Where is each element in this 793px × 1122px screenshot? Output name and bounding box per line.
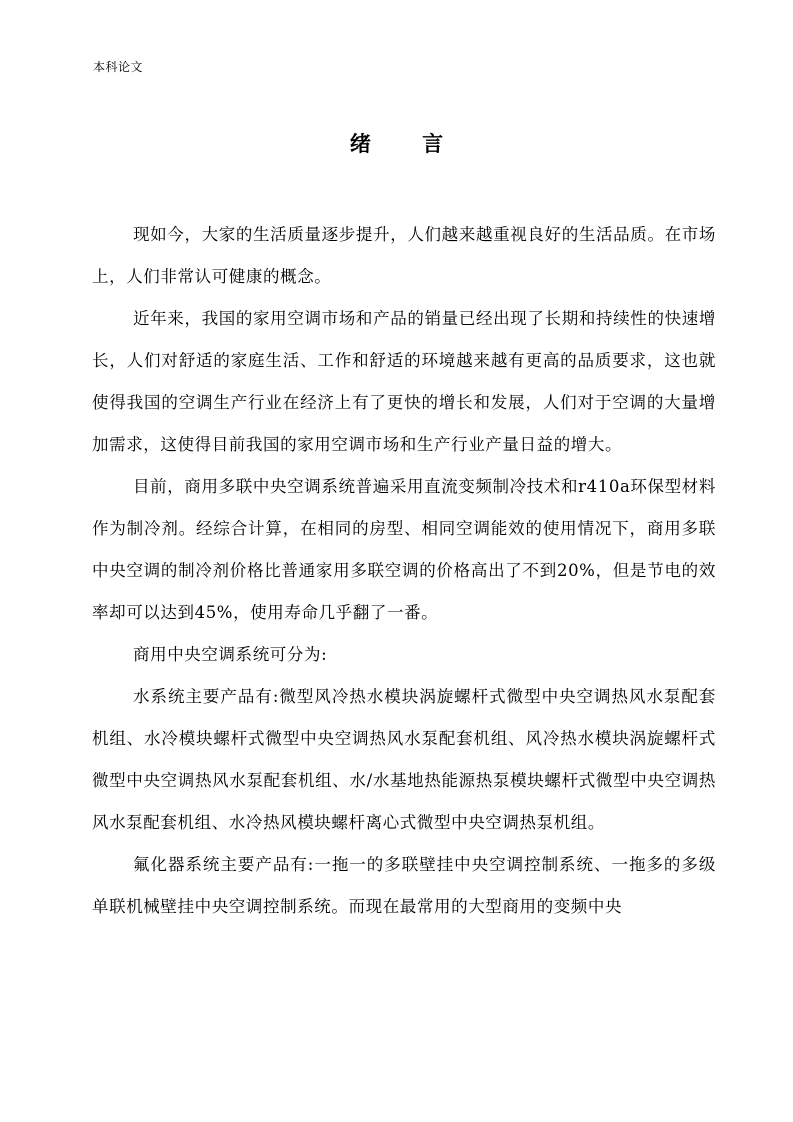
section-title: 绪 言 [349,131,466,156]
paragraph: 氟化器系统主要产品有:一拖一的多联壁挂中央空调控制系统、一拖多的多级单联机械壁挂中央空调控制系统。而现在最常用的大型商用的变频中央 [92,855,716,916]
body-text [92,214,716,928]
paragraph: 近年来，我国的家用空调市场和产品的销量已经出现了长期和持续性的快速增长，人们对舒适的家庭生活、工作和舒适的环境越来越有更高的品质要求，这也就使得我国的空调生产行业在经济上有了更快的增长和发展，人们对于空调的大量增加需求，这使得目前我国的家用空调市场和生产行业产量日益的增大。 [92,309,716,454]
paragraph: 目前，商用多联中央空调系统普遍采用直流变频制冷技术和r410a环保型材料作为制冷剂。经综合计算，在相同的房型、相同空调能效的使用情况下，商用多联中央空调的制冷剂价格比普通家用多联空调的价格高出了不到20%，但是节电的效率却可以达到45%，使用寿命几乎翻了一番。 [92,477,716,622]
paragraph: 现如今，大家的生活质量逐步提升，人们越来越重视良好的生活品质。在市场上，人们非常认可健康的概念。 [92,225,716,286]
paragraph: 商用中央空调系统可分为: [133,645,328,664]
paragraph: 水系统主要产品有:微型风冷热水模块涡旋螺杆式微型中央空调热风水泵配套机组、水冷模块螺杆式微型中央空调热风水泵配套机组、风冷热水模块涡旋螺杆式微型中央空调热风水泵配套机组、水/水基地热能源热泵模块螺杆式微型中央空调热风水泵配套机组、水冷热风模块螺杆离心式微型中央空调热泵机组。 [92,687,716,832]
running-header: 本科论文 [93,60,144,74]
